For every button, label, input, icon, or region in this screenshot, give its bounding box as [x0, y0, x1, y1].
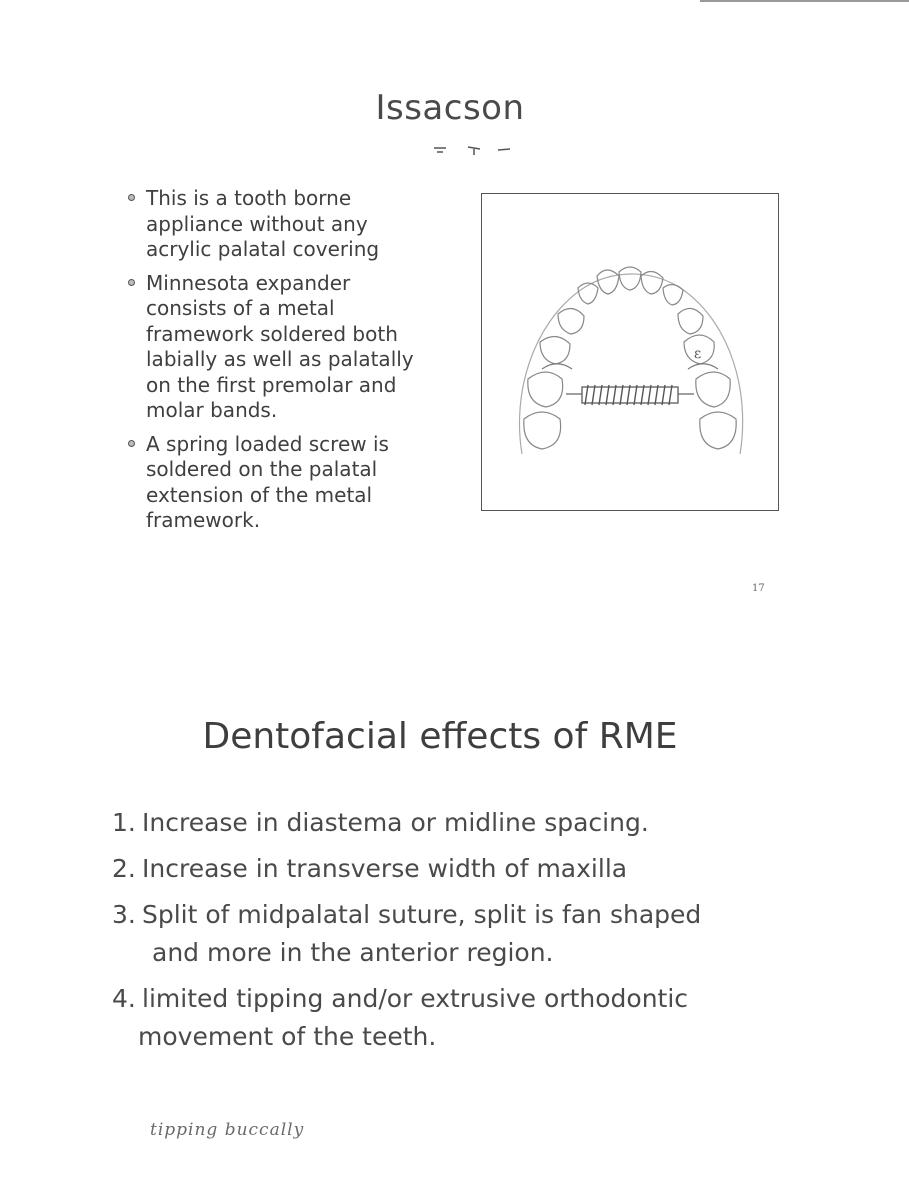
effect-number: 3.	[112, 900, 136, 929]
bullet-line: This is a tooth borne	[146, 186, 352, 210]
scan-edge-line	[700, 0, 909, 2]
bullet-line: soldered on the palatal	[146, 457, 378, 481]
effect-line: Increase in diastema or midline spacing.	[142, 808, 649, 837]
effect-line: limited tipping and/or extrusive orthodontic	[142, 984, 689, 1013]
bullet-line: A spring loaded screw is	[146, 431, 389, 456]
expander-illustration	[481, 193, 779, 511]
pen-scribble	[432, 140, 512, 160]
bullet-line: acrylic palatal covering	[146, 237, 380, 261]
bullet-line: framework.	[146, 508, 261, 532]
bullet-line: labially as well as palatally	[146, 347, 414, 371]
handwritten-note: tipping buccally	[150, 1120, 305, 1140]
bullet-dot-icon	[128, 279, 135, 286]
bullet-line: framework soldered both	[146, 321, 398, 346]
page-number: 17	[752, 583, 765, 594]
bullet-item	[124, 271, 454, 424]
bullet-line: molar bands.	[146, 398, 278, 422]
effects-list	[112, 804, 802, 1064]
effect-item	[112, 804, 802, 842]
bullet-dot-icon	[128, 194, 135, 201]
effect-item	[112, 850, 802, 888]
effect-line-continued: and more in the anterior region.	[152, 938, 554, 967]
slide1-title: Issacson	[375, 88, 525, 128]
effect-item	[112, 896, 802, 972]
effect-line: Split of midpalatal suture, split is fan shaped	[142, 900, 702, 929]
effect-item	[112, 980, 802, 1056]
effect-line-continued: movement of the teeth.	[138, 1022, 437, 1051]
slide1-bullet-list	[124, 186, 454, 542]
bullet-item	[124, 432, 454, 534]
bullet-line: extension of the metal	[146, 482, 373, 507]
effect-number: 1.	[112, 808, 136, 837]
bullet-line: appliance without any	[146, 211, 368, 236]
bullet-line: Minnesota expander	[146, 270, 351, 295]
effect-line: Increase in transverse width of maxilla	[142, 854, 628, 883]
dental-arch-drawing	[482, 194, 778, 510]
slide2-title: Dentofacial effects of RME	[202, 716, 678, 757]
bullet-item	[124, 186, 454, 263]
effect-number: 2.	[112, 854, 136, 883]
bullet-line: consists of a metal	[146, 296, 335, 320]
svg-text:ε: ε	[694, 346, 702, 362]
effect-number: 4.	[112, 984, 136, 1013]
bullet-line: on the first premolar and	[146, 372, 397, 397]
bullet-dot-icon	[128, 440, 135, 447]
